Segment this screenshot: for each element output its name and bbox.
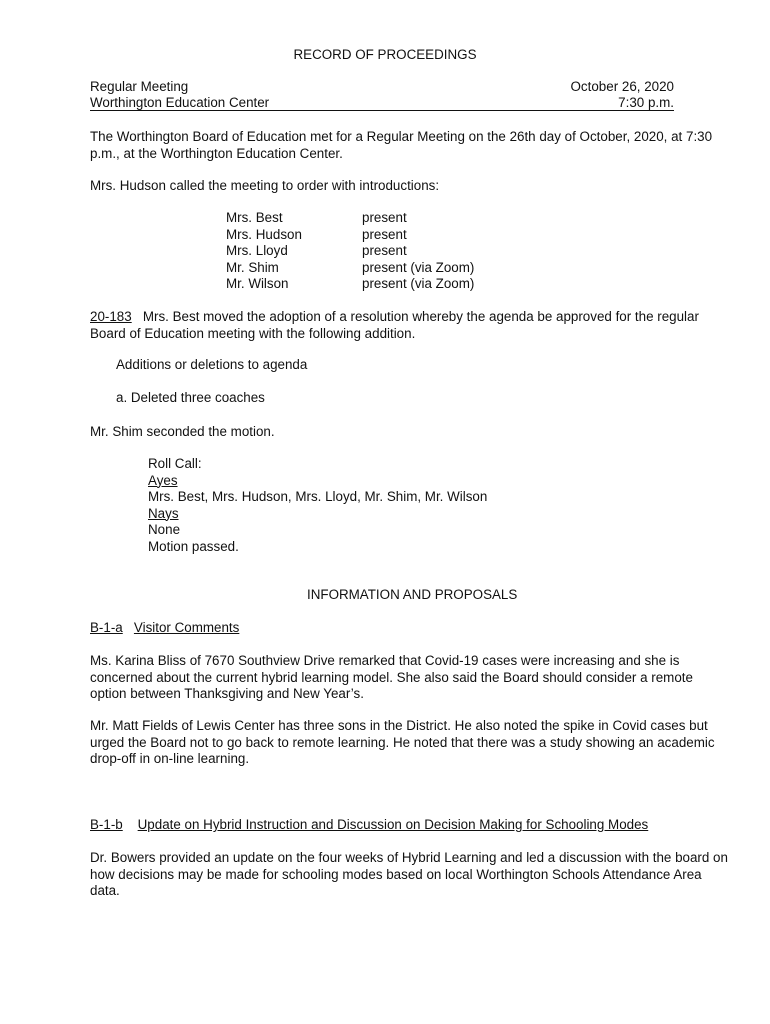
- meeting-type: Regular Meeting: [90, 79, 189, 94]
- b1a-paragraph-2: Mr. Matt Fields of Lewis Center has three sons in the District. He also noted the spike in Covid cases but urged the Board not to go back to remote learning. He noted that there was a study showing an academic drop-off in on-line learning.: [90, 718, 715, 766]
- additions-heading: Additions or deletions to agenda: [116, 357, 308, 372]
- section-heading: INFORMATION AND PROPOSALS: [307, 587, 518, 602]
- member-name: Mrs. Lloyd: [226, 243, 288, 258]
- meeting-time: 7:30 p.m.: [618, 95, 674, 110]
- b1a-paragraph-1: Ms. Karina Bliss of 7670 Southview Drive remarked that Covid-19 cases were increasing and she is concerned about the current hybrid learning model. She also said the Board should consider a remote option between Thanksgiving and New Year’s.: [90, 653, 693, 701]
- member-name: Mrs. Best: [226, 210, 283, 225]
- nays-list: None: [148, 522, 181, 537]
- b1a-heading: [90, 620, 239, 637]
- b1a-title: Visitor Comments: [133, 620, 240, 635]
- attendance-row: [226, 243, 474, 260]
- member-status: present: [362, 226, 407, 242]
- resolution-paragraph: [90, 309, 730, 342]
- member-status: present: [362, 210, 407, 225]
- b1b-heading: [90, 817, 648, 834]
- b1b-code: B-1-b: [90, 817, 123, 832]
- b1a-code: B-1-a: [90, 620, 123, 635]
- call-to-order: Mrs. Hudson called the meeting to order with introductions:: [90, 178, 440, 193]
- b1b-title: Update on Hybrid Instruction and Discussion on Decision Making for Schooling Modes: [137, 817, 649, 832]
- member-status: present (via Zoom): [362, 276, 475, 291]
- nays-label: Nays: [148, 505, 179, 521]
- meeting-date: October 26, 2020: [570, 79, 674, 94]
- resolution-number: 20-183: [90, 309, 132, 324]
- ayes-list: Mrs. Best, Mrs. Hudson, Mrs. Lloyd, Mr. Shim, Mr. Wilson: [148, 489, 488, 504]
- header-divider: [90, 110, 674, 111]
- member-status: present (via Zoom): [362, 259, 475, 275]
- roll-call-label: Roll Call:: [148, 456, 202, 471]
- resolution-text: Mrs. Best moved the adoption of a resolution whereby the agenda be approved for the regular Board of Education meeting with the following addition.: [90, 309, 699, 341]
- roll-call-block: [148, 456, 487, 555]
- member-name: Mrs. Hudson: [226, 226, 302, 242]
- attendance-list: [226, 210, 474, 293]
- motion-second: Mr. Shim seconded the motion.: [90, 424, 275, 439]
- attendance-row: [226, 260, 474, 277]
- member-status: present: [362, 243, 407, 258]
- meeting-location: Worthington Education Center: [90, 95, 270, 110]
- addition-item: a. Deleted three coaches: [116, 390, 265, 405]
- intro-paragraph: The Worthington Board of Education met for a Regular Meeting on the 26th day of October, 2020, at 7:30 p.m., at the Worthington Education Center.: [90, 129, 713, 161]
- member-name: Mr. Shim: [226, 259, 279, 275]
- attendance-row: [226, 227, 474, 244]
- b1b-paragraph-1: Dr. Bowers provided an update on the four weeks of Hybrid Learning and led a discussion with the board on how decisions may be made for schooling modes based on local Worthington Schools Attendance Area data.: [90, 850, 728, 898]
- member-name: Mr. Wilson: [226, 276, 289, 291]
- ayes-label: Ayes: [148, 472, 178, 488]
- document-title: RECORD OF PROCEEDINGS: [293, 47, 477, 62]
- motion-result: Motion passed.: [148, 538, 239, 554]
- attendance-row: [226, 276, 474, 293]
- attendance-row: [226, 210, 474, 227]
